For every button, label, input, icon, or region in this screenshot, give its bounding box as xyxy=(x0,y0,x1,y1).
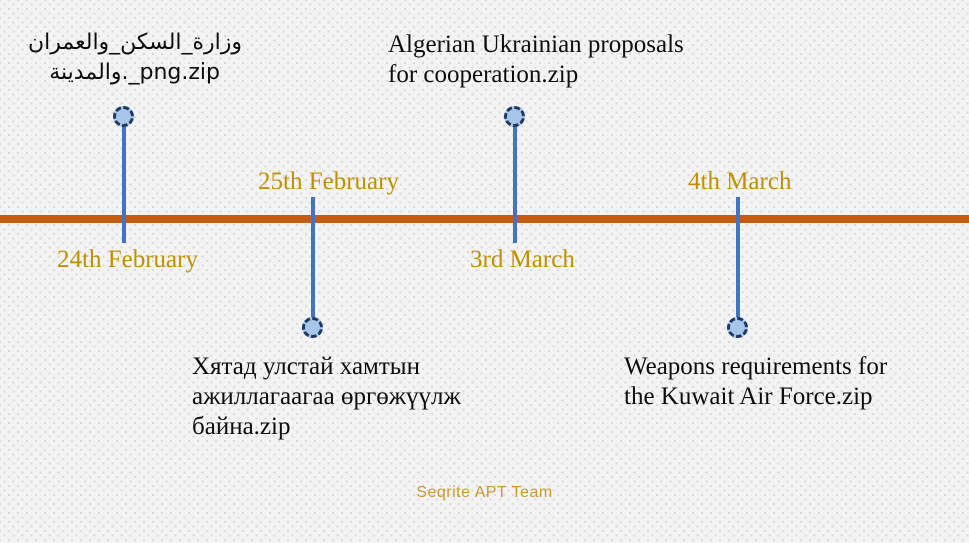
date-label-4th-march: 4th March xyxy=(688,168,792,195)
connector-line xyxy=(122,127,126,243)
file-label-line: the Kuwait Air Force.zip xyxy=(624,383,873,410)
footer-credit: Seqrite APT Team xyxy=(416,484,553,501)
timeline-marker-icon xyxy=(113,106,134,127)
file-label-line: Хятад улстай хамтын xyxy=(192,353,420,380)
file-label-line: байна.zip xyxy=(192,413,291,440)
timeline-marker-icon xyxy=(727,317,748,338)
file-label-line: وزارة_السكن_والعمران xyxy=(28,30,243,55)
file-label-line: ажиллагаагаа өргөжүүлж xyxy=(192,383,461,410)
connector-line xyxy=(513,127,517,243)
file-label-line: Algerian Ukrainian proposals xyxy=(388,31,684,58)
file-label-arabic-zip xyxy=(28,28,243,88)
timeline-marker-icon xyxy=(504,106,525,127)
file-label-line: والمدينة._png.zip xyxy=(49,60,220,85)
file-label-mongolian-zip xyxy=(192,352,461,442)
date-label-24th-february: 24th February xyxy=(57,246,198,273)
file-label-line: Weapons requirements for xyxy=(624,353,888,380)
date-label-25th-february: 25th February xyxy=(258,168,399,195)
connector-line xyxy=(736,197,740,319)
file-label-line: for cooperation.zip xyxy=(388,61,579,88)
date-label-3rd-march: 3rd March xyxy=(470,246,575,273)
file-label-algerian-zip xyxy=(388,30,684,90)
connector-line xyxy=(311,197,315,319)
timeline-axis-bar xyxy=(0,215,969,223)
file-label-kuwait-zip xyxy=(624,352,887,412)
timeline-marker-icon xyxy=(302,317,323,338)
